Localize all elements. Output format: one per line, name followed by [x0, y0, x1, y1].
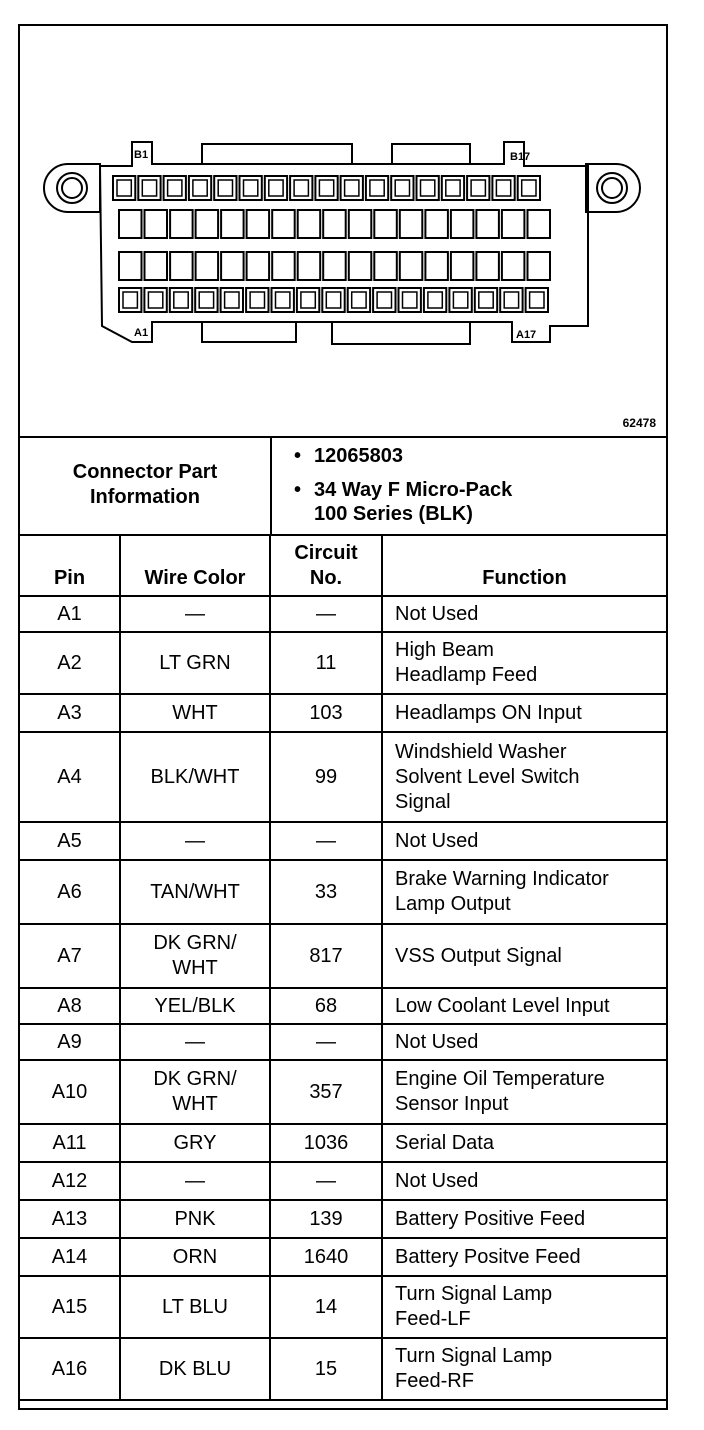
connector-info-heading	[20, 436, 272, 534]
function-line: Not Used	[395, 1030, 479, 1053]
function-line: Battery Positive Feed	[395, 1207, 586, 1230]
pin-terminal	[370, 180, 384, 196]
pin-terminal	[522, 180, 536, 196]
function-line: Solvent Level Switch	[395, 765, 580, 788]
circuit-cell: —	[270, 1024, 382, 1060]
function-line: Low Coolant Level Input	[395, 994, 610, 1017]
pin-terminal	[250, 292, 264, 308]
function-line: Turn Signal Lamp	[395, 1283, 553, 1305]
label-a17: A17	[516, 329, 537, 341]
connector-page	[18, 24, 668, 1410]
pin-cavity	[272, 210, 295, 238]
connector-description-line2: 100 Series (BLK)	[314, 503, 473, 525]
pin-cavity	[298, 210, 321, 238]
label-b1: B1	[134, 149, 149, 161]
function-cell	[382, 822, 666, 860]
wire-color-cell: YEL/BLK	[120, 988, 270, 1024]
table-header-row	[20, 534, 666, 596]
function-line: Headlamp Feed	[395, 664, 538, 686]
header-wire-color: Wire Color	[120, 534, 270, 596]
function-line: Windshield Washer	[395, 740, 567, 763]
bullet-icon: •	[294, 445, 302, 467]
circuit-cell: 103	[270, 694, 382, 732]
pin-cavity	[272, 252, 295, 280]
pin-cell: A11	[20, 1124, 120, 1162]
circuit-cell: 1036	[270, 1124, 382, 1162]
function-line: Battery Positve Feed	[395, 1245, 581, 1268]
pin-terminal	[117, 180, 131, 196]
function-line: Feed-LF	[395, 1308, 471, 1330]
wire-color-cell: PNK	[120, 1200, 270, 1238]
pin-cavity	[451, 210, 474, 238]
pin-terminal	[326, 292, 340, 308]
bottom-latch-tab	[202, 322, 296, 342]
wire-color-cell: GRY	[120, 1124, 270, 1162]
pinout-table	[20, 534, 666, 1401]
function-cell	[382, 596, 666, 632]
function-line: Engine Oil Temperature	[395, 1068, 605, 1090]
circuit-cell: —	[270, 1162, 382, 1200]
circuit-cell: 817	[270, 924, 382, 988]
table-row	[20, 1276, 666, 1338]
pin-terminal	[428, 292, 442, 308]
wire-color-cell: DK GRN/ WHT	[120, 924, 270, 988]
pin-terminal	[269, 180, 283, 196]
pin-cell: A3	[20, 694, 120, 732]
connector-diagram	[20, 26, 666, 438]
wire-color-cell: —	[120, 596, 270, 632]
pin-cell: A7	[20, 924, 120, 988]
wire-color-cell: BLK/WHT	[120, 732, 270, 822]
pin-cell: A10	[20, 1060, 120, 1124]
circuit-cell: 1640	[270, 1238, 382, 1276]
pin-terminal	[244, 180, 258, 196]
part-number-item	[294, 444, 403, 468]
circuit-cell: 99	[270, 732, 382, 822]
circuit-cell: 11	[270, 632, 382, 694]
table-row	[20, 596, 666, 632]
function-cell	[382, 1338, 666, 1400]
pin-cavity	[323, 252, 346, 280]
function-line: Sensor Input	[395, 1093, 509, 1115]
circuit-cell: 14	[270, 1276, 382, 1338]
left-mounting-ear	[44, 164, 100, 212]
function-cell	[382, 1200, 666, 1238]
pin-cavity	[349, 210, 372, 238]
pin-terminal	[319, 180, 333, 196]
pin-cell: A13	[20, 1200, 120, 1238]
pin-cell: A12	[20, 1162, 120, 1200]
pin-terminal	[168, 180, 182, 196]
wire-color-cell: TAN/WHT	[120, 860, 270, 924]
table-row	[20, 1238, 666, 1276]
pin-cavity	[476, 210, 499, 238]
pin-cavity	[528, 210, 551, 238]
table-row	[20, 924, 666, 988]
bottom-latch-tab	[332, 322, 470, 344]
function-cell	[382, 694, 666, 732]
pin-cavity	[196, 210, 219, 238]
wire-color-cell: LT BLU	[120, 1276, 270, 1338]
table-row	[20, 1024, 666, 1060]
pin-cavity	[476, 252, 499, 280]
connector-description-line1: 34 Way F Micro-Pack	[314, 479, 513, 501]
pin-cavity	[451, 252, 474, 280]
pin-terminal	[193, 180, 207, 196]
function-line: Not Used	[395, 602, 479, 625]
pin-cavity	[221, 252, 244, 280]
pin-cavity	[323, 210, 346, 238]
pin-cell: A5	[20, 822, 120, 860]
function-line: Brake Warning Indicator	[395, 868, 609, 890]
connector-description-item	[294, 478, 513, 526]
pin-cavity	[425, 252, 448, 280]
pin-cell: A4	[20, 732, 120, 822]
pin-cavity	[247, 210, 270, 238]
connector-info-heading-line2: Information	[90, 486, 200, 508]
function-line: VSS Output Signal	[395, 944, 562, 967]
function-line: Lamp Output	[395, 893, 511, 915]
wire-color-cell: DK BLU	[120, 1338, 270, 1400]
pin-cell: A8	[20, 988, 120, 1024]
pin-cavity	[374, 252, 397, 280]
circuit-cell: 15	[270, 1338, 382, 1400]
pin-cavity	[528, 252, 551, 280]
pin-terminal	[218, 180, 232, 196]
table-row	[20, 632, 666, 694]
pin-terminal	[377, 292, 391, 308]
function-line: Headlamps ON Input	[395, 701, 582, 724]
wire-color-cell: —	[120, 822, 270, 860]
pin-terminal	[142, 180, 156, 196]
connector-info-heading-line1: Connector Part	[72, 461, 218, 483]
table-row	[20, 694, 666, 732]
function-line: High Beam	[395, 639, 494, 661]
pin-terminal	[352, 292, 366, 308]
table-row	[20, 732, 666, 822]
pin-terminal	[174, 292, 188, 308]
pin-terminal	[479, 292, 493, 308]
wire-color-cell: —	[120, 1024, 270, 1060]
wire-color-cell: WHT	[120, 694, 270, 732]
pin-terminal	[294, 180, 308, 196]
header-pin: Pin	[20, 534, 120, 596]
table-row	[20, 860, 666, 924]
bullet-icon: •	[294, 479, 302, 501]
connector-drawing	[20, 26, 666, 436]
connector-part-information	[20, 436, 666, 536]
header-circuit-line2: No.	[309, 567, 343, 589]
function-cell	[382, 924, 666, 988]
header-circuit-no	[270, 534, 382, 596]
function-line: Not Used	[395, 829, 479, 852]
circuit-cell: 357	[270, 1060, 382, 1124]
pin-cavity	[502, 252, 525, 280]
pin-terminal	[504, 292, 518, 308]
pin-terminal	[301, 292, 315, 308]
pin-terminal	[225, 292, 239, 308]
circuit-cell: 139	[270, 1200, 382, 1238]
pin-terminal	[421, 180, 435, 196]
function-line: Signal	[395, 790, 451, 813]
pin-cell: A15	[20, 1276, 120, 1338]
top-latch-tab	[202, 144, 352, 164]
label-b17: B17	[510, 151, 531, 163]
top-latch-tab	[392, 144, 470, 164]
function-cell	[382, 632, 666, 694]
table-row	[20, 1060, 666, 1124]
pin-cell: A9	[20, 1024, 120, 1060]
function-cell	[382, 988, 666, 1024]
right-mounting-ear	[586, 164, 640, 212]
pin-terminal	[496, 180, 510, 196]
wire-color-cell: —	[120, 1162, 270, 1200]
table-row	[20, 1338, 666, 1400]
pin-cell: A6	[20, 860, 120, 924]
wire-color-cell: ORN	[120, 1238, 270, 1276]
pin-terminal	[395, 180, 409, 196]
pin-terminal	[403, 292, 417, 308]
pin-cell: A2	[20, 632, 120, 694]
pin-cavity	[145, 210, 168, 238]
pin-cavity	[170, 252, 193, 280]
function-cell	[382, 1060, 666, 1124]
pin-terminal	[199, 292, 213, 308]
pin-cavity	[400, 252, 423, 280]
table-row	[20, 822, 666, 860]
circuit-cell: 68	[270, 988, 382, 1024]
connector-info-details	[272, 436, 666, 534]
pin-cavity	[196, 252, 219, 280]
header-circuit-line1: Circuit	[294, 542, 358, 564]
pin-terminal	[123, 292, 137, 308]
function-cell	[382, 860, 666, 924]
pin-cavity	[247, 252, 270, 280]
pin-cavity	[221, 210, 244, 238]
pin-cavity	[119, 210, 142, 238]
figure-number: 62478	[622, 416, 656, 430]
table-row	[20, 1124, 666, 1162]
function-cell	[382, 1024, 666, 1060]
pin-cell: A14	[20, 1238, 120, 1276]
part-number: 12065803	[314, 445, 403, 467]
function-line: Serial Data	[395, 1131, 494, 1154]
pin-terminal	[148, 292, 162, 308]
pin-cavity	[119, 252, 142, 280]
pin-cavity	[298, 252, 321, 280]
function-line: Feed-RF	[395, 1370, 474, 1392]
header-function: Function	[382, 534, 666, 596]
function-line: Not Used	[395, 1169, 479, 1192]
pin-terminal	[446, 180, 460, 196]
pin-terminal	[530, 292, 544, 308]
function-cell	[382, 1276, 666, 1338]
pin-cavity	[145, 252, 168, 280]
pin-cavity	[400, 210, 423, 238]
pin-cavity	[425, 210, 448, 238]
circuit-cell: —	[270, 822, 382, 860]
pin-terminal	[276, 292, 290, 308]
pin-terminal	[453, 292, 467, 308]
label-a1: A1	[134, 327, 149, 339]
function-line: Turn Signal Lamp	[395, 1345, 553, 1367]
pinout-rows	[20, 596, 666, 1400]
table-row	[20, 988, 666, 1024]
function-cell	[382, 1238, 666, 1276]
pin-cavity	[374, 210, 397, 238]
circuit-cell: —	[270, 596, 382, 632]
function-cell	[382, 732, 666, 822]
function-cell	[382, 1124, 666, 1162]
pin-terminal	[471, 180, 485, 196]
wire-color-cell: LT GRN	[120, 632, 270, 694]
table-row	[20, 1200, 666, 1238]
pin-cavity	[349, 252, 372, 280]
function-cell	[382, 1162, 666, 1200]
wire-color-cell: DK GRN/ WHT	[120, 1060, 270, 1124]
pin-cavity	[170, 210, 193, 238]
pin-cavity	[502, 210, 525, 238]
pin-cell: A1	[20, 596, 120, 632]
circuit-cell: 33	[270, 860, 382, 924]
pin-cell: A16	[20, 1338, 120, 1400]
pin-terminal	[345, 180, 359, 196]
table-row	[20, 1162, 666, 1200]
